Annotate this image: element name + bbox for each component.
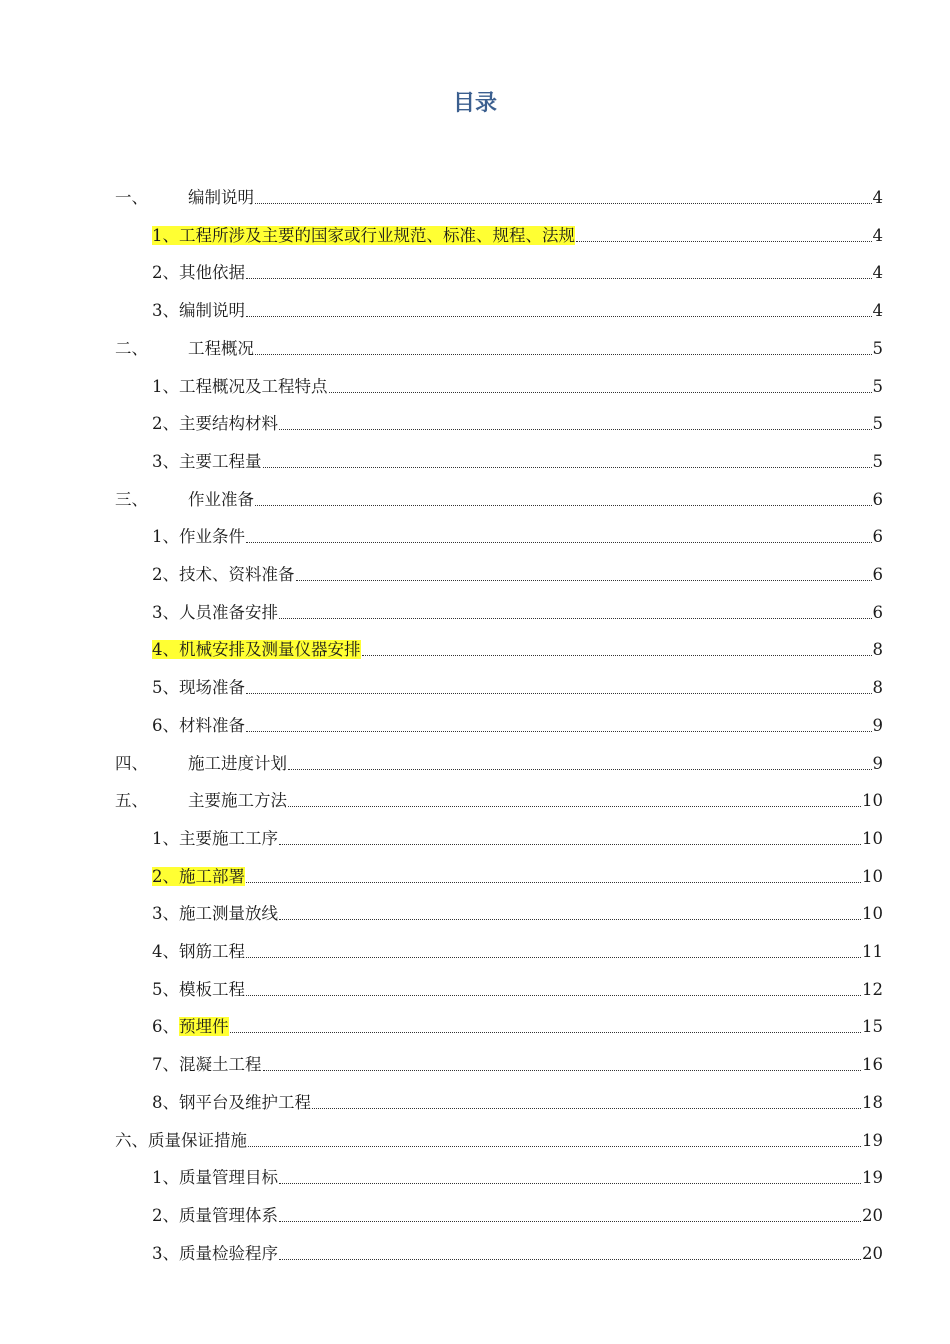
dot-leader <box>279 428 872 430</box>
toc-entry-label: 其他依据 <box>179 263 245 283</box>
toc-entry-page: 10 <box>862 791 883 811</box>
toc-entry-number: 3、 <box>152 602 179 622</box>
toc-entry-label: 机械安排及测量仪器安排 <box>179 640 361 660</box>
toc-entry-number: 四、 <box>115 753 148 773</box>
toc-entry-number: 2、 <box>152 1205 179 1225</box>
toc-entry-number: 2、 <box>152 263 179 283</box>
toc-entry[interactable] <box>152 865 883 889</box>
toc-entry-text <box>152 450 262 474</box>
toc-entry-text <box>115 337 254 361</box>
toc-entry-text <box>152 563 295 587</box>
toc-entry-page: 4 <box>872 263 883 283</box>
dot-leader <box>246 541 872 543</box>
toc-entry-number: 2、 <box>152 414 179 434</box>
toc-entry-number: 3、 <box>152 904 179 924</box>
toc-entry[interactable] <box>152 902 883 926</box>
dot-leader <box>288 805 861 807</box>
toc-entry-label: 质量保证措施 <box>148 1130 247 1150</box>
toc-entry-text <box>152 676 245 700</box>
toc-entry[interactable] <box>152 450 883 474</box>
toc-entry-text <box>115 752 287 776</box>
toc-entry[interactable] <box>152 299 883 323</box>
toc-entry-page: 9 <box>872 715 883 735</box>
toc-entry-text <box>152 412 278 436</box>
toc-entry-number: 1、 <box>152 1168 179 1188</box>
toc-entry-label: 作业准备 <box>188 489 254 509</box>
dot-leader <box>255 504 872 506</box>
toc-entry-page: 8 <box>872 678 883 698</box>
toc-entry[interactable] <box>152 563 883 587</box>
toc-entry-label: 钢筋工程 <box>179 942 245 961</box>
toc-entry-page: 15 <box>862 1017 883 1037</box>
toc-entry[interactable] <box>152 1166 883 1190</box>
dot-leader <box>296 579 872 581</box>
dot-leader <box>329 391 872 393</box>
toc-entry-text <box>152 865 245 889</box>
toc-entry-page: 5 <box>872 414 883 434</box>
toc-entry-page: 10 <box>862 828 883 848</box>
dot-leader <box>246 994 861 996</box>
toc-entry-text <box>115 1129 247 1153</box>
toc-entry[interactable] <box>115 186 883 210</box>
toc-entry-page: 5 <box>872 451 883 471</box>
toc-entry[interactable] <box>152 1053 883 1077</box>
toc-entry-label: 质量检验程序 <box>179 1243 278 1263</box>
toc-entry-number: 三、 <box>115 489 148 509</box>
toc-entry[interactable] <box>115 752 883 776</box>
toc-entry[interactable] <box>152 1091 883 1115</box>
toc-entry-label: 施工部署 <box>179 866 245 886</box>
toc-entry[interactable] <box>152 827 883 851</box>
toc-entry-number: 1、 <box>152 828 179 848</box>
toc-entry[interactable] <box>152 1204 883 1228</box>
toc-entry-number: 2、 <box>152 866 179 886</box>
toc-entry-page: 6 <box>872 527 883 547</box>
toc-entry-page: 20 <box>862 1243 883 1263</box>
toc-entry[interactable] <box>152 601 883 625</box>
toc-entry[interactable] <box>115 1129 883 1153</box>
toc-entry-number: 3、 <box>152 451 179 471</box>
toc-entry-label: 工程概况 <box>188 338 254 358</box>
toc-entry-page: 11 <box>862 942 883 961</box>
dot-leader <box>279 617 872 619</box>
toc-entry-page: 5 <box>872 376 883 396</box>
toc-entry[interactable] <box>152 978 883 1002</box>
toc-entry-text <box>152 375 328 399</box>
dot-leader <box>246 315 872 317</box>
toc-entry-label: 工程概况及工程特点 <box>179 376 328 396</box>
toc-entry-label: 材料准备 <box>179 715 245 735</box>
toc-entry-page: 20 <box>862 1205 883 1225</box>
dot-leader <box>246 881 861 883</box>
toc-entry-number: 1、 <box>152 527 179 547</box>
toc-entry-text <box>152 1204 278 1228</box>
toc-entry-number: 6、 <box>152 715 179 735</box>
dot-leader <box>279 1182 861 1184</box>
toc-entry-text <box>152 1015 229 1039</box>
toc-entry-page: 12 <box>862 979 883 999</box>
toc-entry-page: 6 <box>872 602 883 622</box>
toc-entry-text <box>115 186 254 210</box>
toc-entry[interactable] <box>152 375 883 399</box>
toc-entry-text <box>115 789 287 813</box>
dot-leader <box>312 1107 861 1109</box>
toc-entry-page: 19 <box>862 1130 883 1150</box>
toc-entry[interactable] <box>152 261 883 285</box>
toc-entry-number: 5、 <box>152 979 179 999</box>
toc-entry-label: 施工进度计划 <box>188 753 287 773</box>
toc-entry-number: 4、 <box>152 942 179 961</box>
toc-entry[interactable] <box>152 638 883 662</box>
toc-entry-number: 1、 <box>152 376 179 396</box>
toc-entry-label: 编制说明 <box>179 301 245 321</box>
toc-entry-page: 8 <box>872 640 883 660</box>
toc-entry[interactable] <box>115 337 883 361</box>
toc-entry-number: 六、 <box>115 1130 148 1150</box>
toc-entry-number: 3、 <box>152 301 179 321</box>
toc-entry-label: 作业条件 <box>179 527 245 547</box>
toc-entry-text <box>152 224 575 248</box>
toc-entry-text <box>152 978 245 1002</box>
dot-leader <box>246 730 872 732</box>
toc-entry[interactable] <box>152 412 883 436</box>
toc-entry-text <box>152 1053 262 1077</box>
toc-entry-number: 7、 <box>152 1055 179 1075</box>
dot-leader <box>246 956 861 958</box>
toc-entry-text <box>152 714 245 738</box>
dot-leader <box>263 466 872 468</box>
toc-entry-label: 技术、资料准备 <box>179 565 295 584</box>
toc-entry-label: 主要施工工序 <box>179 828 278 848</box>
dot-leader <box>248 1145 861 1147</box>
toc-entry[interactable] <box>115 789 883 813</box>
toc-entry-number: 4、 <box>152 640 179 660</box>
toc-entry-page: 10 <box>862 866 883 886</box>
toc-entry[interactable] <box>152 714 883 738</box>
toc-entry-label: 预埋件 <box>179 1017 229 1037</box>
toc-entry-text <box>152 638 361 662</box>
toc-entry-text <box>115 488 254 512</box>
dot-leader <box>279 918 861 920</box>
toc-entry-page: 6 <box>872 565 883 584</box>
dot-leader <box>246 692 872 694</box>
toc-entry-text <box>152 261 245 285</box>
toc-entry-text <box>152 1091 311 1115</box>
toc-entry-text <box>152 1242 278 1266</box>
dot-leader <box>263 1069 862 1071</box>
toc-entry-label: 混凝土工程 <box>179 1055 262 1075</box>
toc-entry-label: 现场准备 <box>179 678 245 698</box>
toc-entry-number: 8、 <box>152 1092 179 1112</box>
toc-entry[interactable] <box>152 676 883 700</box>
toc-entry[interactable] <box>152 940 883 964</box>
toc-entry-label: 主要施工方法 <box>188 791 287 811</box>
toc-entry-number: 5、 <box>152 678 179 698</box>
toc-entry-number: 五、 <box>115 791 148 811</box>
toc-entry-label: 人员准备安排 <box>179 602 278 622</box>
toc-entry[interactable] <box>152 525 883 549</box>
toc-entry-text <box>152 299 245 323</box>
toc-entry-text <box>152 902 278 926</box>
toc-entry-number: 3、 <box>152 1243 179 1263</box>
toc-entry-label: 施工测量放线 <box>179 904 278 924</box>
toc-entry-number: 6、 <box>152 1017 179 1037</box>
toc-entry-number: 二、 <box>115 338 148 358</box>
toc-entry-label: 主要工程量 <box>179 451 262 471</box>
dot-leader <box>576 240 872 242</box>
toc-entry-label: 编制说明 <box>188 188 254 207</box>
dot-leader <box>255 202 872 204</box>
dot-leader <box>279 843 861 845</box>
toc-entry-label: 工程所涉及主要的国家或行业规范、标准、规程、法规 <box>179 225 575 245</box>
page-title: 目录 <box>452 91 497 116</box>
toc-entry-page: 4 <box>872 188 883 207</box>
dot-leader <box>246 277 872 279</box>
toc-entry[interactable] <box>152 224 883 248</box>
toc-entry-text <box>152 827 278 851</box>
dot-leader <box>279 1258 861 1260</box>
dot-leader <box>362 654 872 656</box>
toc-entry-page: 5 <box>872 338 883 358</box>
toc-entry-label: 钢平台及维护工程 <box>179 1092 311 1112</box>
toc-entry-text <box>152 1166 278 1190</box>
toc-entry-page: 10 <box>862 904 883 924</box>
toc-entry-text <box>152 525 245 549</box>
toc-entry-label: 质量管理体系 <box>179 1205 278 1225</box>
toc-entry-label: 主要结构材料 <box>179 414 278 434</box>
toc-entry-page: 16 <box>862 1055 883 1075</box>
toc-entry-page: 6 <box>872 489 883 509</box>
toc-entry-text <box>152 940 245 964</box>
toc-entry[interactable] <box>152 1242 883 1266</box>
toc-entry-page: 4 <box>872 301 883 321</box>
toc-entry-label: 质量管理目标 <box>179 1168 278 1188</box>
dot-leader <box>230 1031 862 1033</box>
dot-leader <box>255 353 872 355</box>
toc-entry-number: 2、 <box>152 565 179 584</box>
toc-entry-label: 模板工程 <box>179 979 245 999</box>
toc-entry-page: 19 <box>862 1168 883 1188</box>
toc-entry[interactable] <box>152 1015 883 1039</box>
toc-entry-page: 9 <box>872 753 883 773</box>
toc-entry-page: 4 <box>872 225 883 245</box>
toc-entry-number: 1、 <box>152 225 179 245</box>
dot-leader <box>279 1220 861 1222</box>
toc-entry-number: 一、 <box>115 188 148 207</box>
toc-entry[interactable] <box>115 488 883 512</box>
toc-entry-text <box>152 601 278 625</box>
toc-entry-page: 18 <box>862 1092 883 1112</box>
dot-leader <box>288 768 872 770</box>
